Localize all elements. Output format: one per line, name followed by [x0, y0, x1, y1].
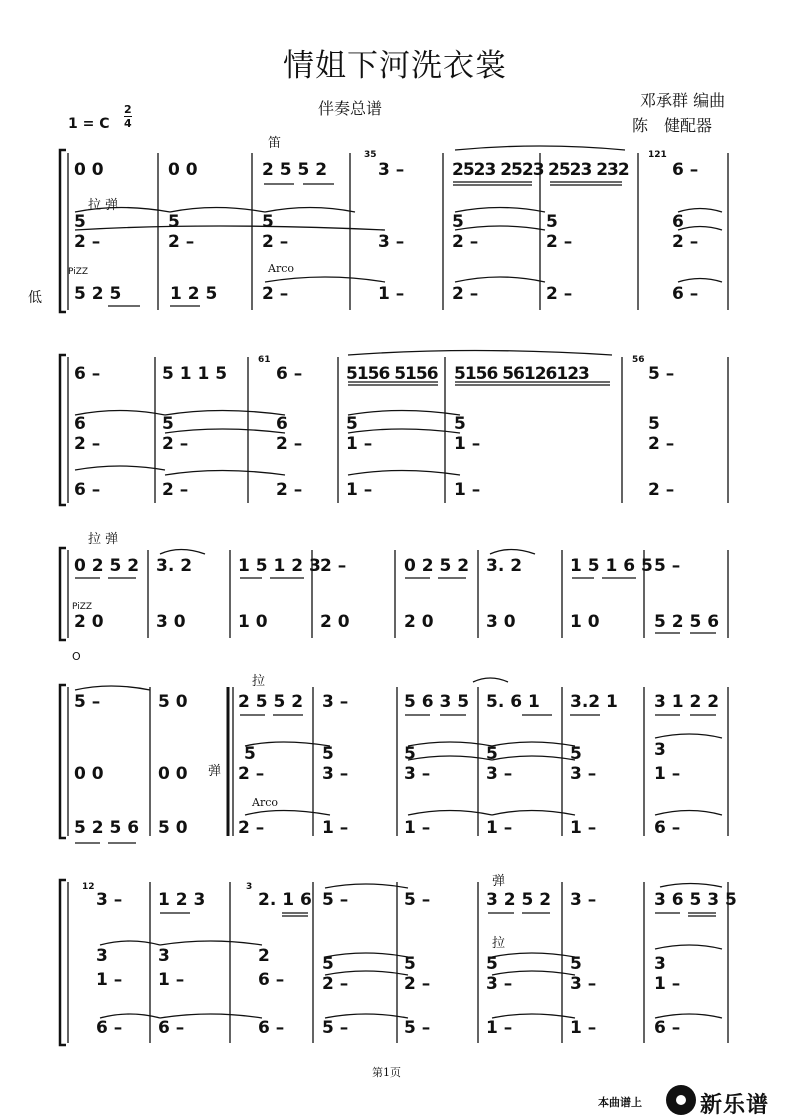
note-cell: 0 0 — [74, 764, 104, 784]
note-cell: 6 – — [74, 364, 101, 384]
note-cell: 2 – — [238, 818, 265, 838]
note-cell: 2 0 — [74, 612, 104, 632]
pizz-label-2: PiZZ — [72, 602, 93, 612]
note-cell: 5 — [322, 954, 334, 974]
note-cell: 1 – — [654, 764, 681, 784]
note-cell: 2 – — [404, 974, 431, 994]
note-cell: 1 – — [654, 974, 681, 994]
vinyl-record-icon — [666, 1085, 696, 1115]
flute-label: 笛 — [268, 136, 282, 151]
note-cell: 1 – — [454, 434, 481, 454]
note-cell: 1 – — [486, 818, 513, 838]
note-cell: 6 – — [258, 1018, 285, 1038]
note-cell: 2 – — [546, 284, 573, 304]
meter-bottom: 4 — [124, 117, 132, 130]
note-cell: 1 – — [570, 1018, 597, 1038]
note-cell: 5 — [74, 212, 86, 232]
note-cell: 6 — [276, 414, 288, 434]
note-cell: 2 – — [162, 434, 189, 454]
note-cell: 6 — [672, 212, 684, 232]
note-cell: 1 0 — [238, 612, 268, 632]
note-cell: 5 – — [74, 692, 101, 712]
note-cell: 1 – — [346, 480, 373, 500]
note-cell: 5156 56126123 — [454, 364, 589, 384]
note-cell: 5 — [404, 954, 416, 974]
la-tan-label-2: 拉 弹 — [88, 532, 119, 547]
la-tan-label: 拉 弹 — [88, 198, 119, 213]
note-cell: 6 – — [672, 284, 699, 304]
note-cell: 1 – — [404, 818, 431, 838]
note-cell: 2. 1 6 — [258, 890, 312, 910]
note-cell: 3. 2 — [156, 556, 193, 576]
note-cell: 2 – — [452, 232, 479, 252]
note-cell: 5 — [486, 744, 498, 764]
note-cell: 5 6 3 5 — [404, 692, 470, 712]
note-cell: 6 – — [276, 364, 303, 384]
note-cell: 5 1 1 5 — [162, 364, 228, 384]
note-cell: 5 — [262, 212, 274, 232]
grace-note: 12 — [82, 882, 95, 892]
note-cell: 5 — [570, 954, 582, 974]
note-cell: 2 0 — [404, 612, 434, 632]
note-cell: 1 – — [346, 434, 373, 454]
note-cell: 6 — [74, 414, 86, 434]
o-mark: O — [72, 650, 81, 663]
note-cell: 1 – — [322, 818, 349, 838]
note-cell: 5 – — [322, 890, 349, 910]
note-cell: 6 – — [654, 1018, 681, 1038]
note-cell: 2 – — [74, 434, 101, 454]
note-cell: 1 – — [454, 480, 481, 500]
pizz-label: PiZZ — [68, 267, 89, 277]
arco-label: Arco — [268, 262, 294, 275]
note-cell: 6 – — [258, 970, 285, 990]
note-cell: 1 5 1 6 5 — [570, 556, 653, 576]
note-cell: 5 — [486, 954, 498, 974]
note-cell: 1 – — [570, 818, 597, 838]
note-cell: 3 – — [322, 764, 349, 784]
note-cell: 0 2 5 2 — [404, 556, 470, 576]
note-cell: 6 – — [158, 1018, 185, 1038]
grace-note: 61 — [258, 355, 271, 365]
grace-note: 35 — [364, 150, 377, 160]
note-cell: 5 — [452, 212, 464, 232]
note-cell: 5. 6 1 — [486, 692, 540, 712]
note-cell: 2 5 5 2 — [238, 692, 304, 712]
note-cell: 2 – — [320, 556, 347, 576]
note-cell: 2 – — [648, 434, 675, 454]
note-cell: 0 0 — [168, 160, 198, 180]
note-cell: 3 – — [570, 764, 597, 784]
note-cell: 2 – — [322, 974, 349, 994]
tan-label-2: 弹 — [492, 874, 506, 889]
note-cell: 1 2 3 — [158, 890, 206, 910]
note-cell: 2 – — [262, 284, 289, 304]
note-cell: 5 2 5 6 — [654, 612, 720, 632]
arco-label-2: Arco — [252, 796, 278, 809]
note-cell: 3 – — [486, 764, 513, 784]
note-cell: 5 — [648, 414, 660, 434]
key-signature: 1 = C — [68, 116, 110, 132]
note-cell: 2 – — [276, 480, 303, 500]
note-cell: 0 2 5 2 — [74, 556, 140, 576]
note-cell: 3 – — [570, 974, 597, 994]
composer-credit: 邓承群 编曲 — [640, 91, 726, 110]
note-cell: 3 0 — [486, 612, 516, 632]
note-cell: 5156 5156 — [346, 364, 438, 384]
note-cell: 3 1 2 2 — [654, 692, 720, 712]
note-cell: 2 – — [168, 232, 195, 252]
low-part-label: 低 — [28, 290, 42, 306]
note-cell: 2523 2523 — [452, 160, 544, 180]
note-cell: 2 — [258, 946, 270, 966]
note-cell: 1 0 — [570, 612, 600, 632]
note-cell: 1 – — [158, 970, 185, 990]
note-cell: 5 2 5 6 — [74, 818, 140, 838]
note-cell: 2 – — [672, 232, 699, 252]
note-cell: 5 – — [654, 556, 681, 576]
note-cell: 5 0 — [158, 692, 188, 712]
note-cell: 2 – — [648, 480, 675, 500]
note-cell: 2 – — [162, 480, 189, 500]
note-cell: 6 – — [74, 480, 101, 500]
note-cell: 3 – — [570, 890, 597, 910]
note-cell: 5 — [168, 212, 180, 232]
note-cell: 3 2 5 2 — [486, 890, 552, 910]
note-cell: 1 2 5 — [170, 284, 218, 304]
meter-top: 2 — [124, 103, 132, 116]
note-cell: 5 – — [322, 1018, 349, 1038]
note-cell: 3 – — [96, 890, 123, 910]
grace-note: 121 — [648, 150, 667, 160]
note-cell: 5 — [162, 414, 174, 434]
note-cell: 5 — [570, 744, 582, 764]
note-cell: 0 0 — [74, 160, 104, 180]
note-cell: 2 – — [262, 232, 289, 252]
score-subtitle: 伴奏总谱 — [318, 99, 383, 118]
note-cell: 1 – — [96, 970, 123, 990]
note-cell: 5 — [454, 414, 466, 434]
brand-name: 新乐谱 — [700, 1093, 770, 1118]
la-label-2: 拉 — [492, 936, 506, 951]
note-cell: 3. 2 — [486, 556, 523, 576]
note-cell: 3 — [158, 946, 170, 966]
note-cell: 0 0 — [158, 764, 188, 784]
score-title: 情姐下河洗衣裳 — [283, 48, 507, 84]
note-cell: 3 — [96, 946, 108, 966]
note-cell: 3 – — [486, 974, 513, 994]
footer-text: 本曲谱上 — [598, 1096, 642, 1109]
note-cell: 6 – — [672, 160, 699, 180]
note-cell: 3.2 1 — [570, 692, 618, 712]
note-cell: 3 – — [404, 764, 431, 784]
note-cell: 2 0 — [320, 612, 350, 632]
note-cell: 2523 232 — [548, 160, 629, 180]
note-cell: 5 — [546, 212, 558, 232]
note-cell: 2 – — [452, 284, 479, 304]
note-cell: 5 – — [648, 364, 675, 384]
note-cell: 3 – — [322, 692, 349, 712]
note-cell: 2 – — [238, 764, 265, 784]
grace-note: 56 — [632, 355, 645, 365]
note-cell: 3 0 — [156, 612, 186, 632]
note-cell: 3 6 5 3 5 — [654, 890, 737, 910]
note-cell: 5 2 5 — [74, 284, 122, 304]
note-cell: 5 – — [404, 890, 431, 910]
note-cell: 5 — [244, 744, 256, 764]
note-cell: 2 – — [546, 232, 573, 252]
note-cell: 5 — [322, 744, 334, 764]
arranger-credit: 陈 健配器 — [632, 116, 713, 135]
tan-label: 弹 — [208, 764, 222, 779]
note-cell: 6 – — [654, 818, 681, 838]
note-cell: 2 – — [276, 434, 303, 454]
note-cell: 1 – — [486, 1018, 513, 1038]
note-cell: 5 — [346, 414, 358, 434]
note-cell: 5 — [404, 744, 416, 764]
note-cell: 3 – — [378, 160, 405, 180]
la-label: 拉 — [252, 674, 266, 689]
note-cell: 3 — [654, 954, 666, 974]
note-cell: 2 – — [74, 232, 101, 252]
note-cell: 5 0 — [158, 818, 188, 838]
note-cell: 1 – — [378, 284, 405, 304]
grace-note: 3 — [246, 882, 253, 892]
note-cell: 6 – — [96, 1018, 123, 1038]
page-number: 第1页 — [372, 1066, 401, 1079]
note-cell: 2 5 5 2 — [262, 160, 328, 180]
note-cell: 5 – — [404, 1018, 431, 1038]
note-cell: 3 — [654, 740, 666, 760]
note-cell: 3 – — [378, 232, 405, 252]
note-cell: 1 5 1 2 3 — [238, 556, 321, 576]
